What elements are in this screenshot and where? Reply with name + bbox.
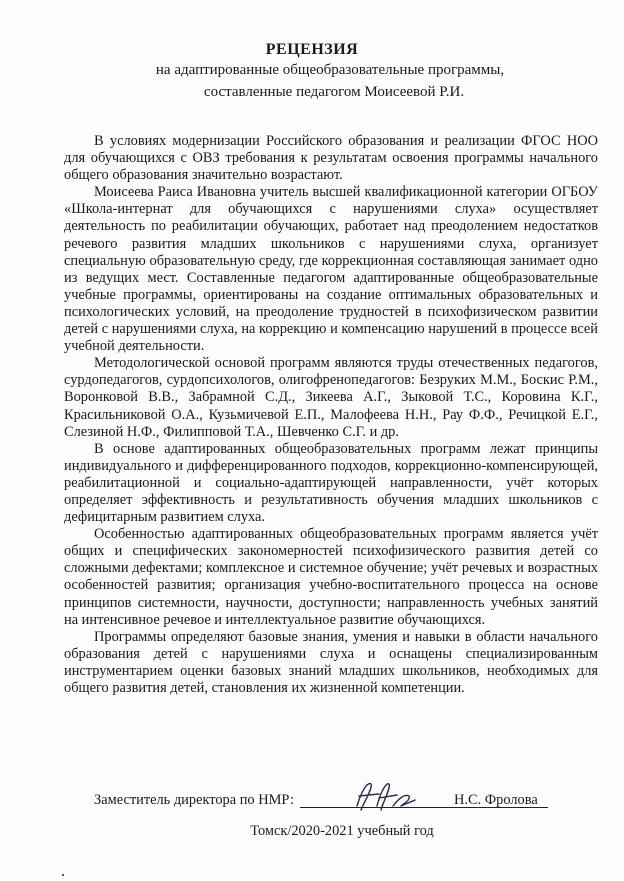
signature-name: Н.С. Фролова (454, 792, 538, 808)
paragraph-principles: В основе адаптированных общеобразовательных программ лежат принципы индивидуального и дифференцированного подходов, коррекционно-компенсирующей, реабилитационной и социально-адаптирующей направленности, учёт которых определяет эффективность и результативность обучения младших школьников с дефицитарным развитием слуха. (64, 440, 598, 526)
paragraph-conclusion: Программы определяют базовые знания, умения и навыки в области начального образования детей с нарушениями слуха и оснащены специализированным инструментарием оценки базовых знаний младших школьников, необходимых для общего развития детей, становления их жизненной компетенции. (64, 628, 598, 696)
handwritten-signature (349, 776, 419, 816)
document-subtitle-line1: на адаптированные общеобразовательные программы, (155, 62, 505, 78)
paragraph-teacher: Моисеева Раиса Ивановна учитель высшей квалификационной категории ОГБОУ «Школа-интернат для обучающихся с нарушениями слуха» осуществляет деятельность по реабилитации обучающих, работает над преодолением недостатков речевого развития младших школьников с нарушениями слуха, организует специальную образовательную среду, где коррекционная составляющая занимает одно из ведущих мест. Составленные педагогом адаптированные общеобразовательные учебные программы, ориентированы на создание оптимальных образовательных и психологических условий, на преодоление трудностей в психофизическом развитии детей с нарушениями слуха, на коррекцию и компенсацию нарушений в процессе всей учебной деятельности. (64, 184, 598, 355)
scan-speck (62, 874, 64, 876)
paragraph-features: Особенностью адаптированных общеобразовательных программ является учёт общих и специфических закономерностей психофизического развития детей со сложными дефектами; комплексное и системное обучение; учёт речевых и возрастных особенностей развития; организация учебно-воспитательного процесса на основе принципов системности, научности, доступности; направленность учебных занятий на интенсивное речевое и интеллектуальное развитие обучающихся. (64, 526, 598, 628)
footer-place-year: Томск/2020-2021 учебный год (250, 823, 434, 839)
document-title: РЕЦЕНЗИЯ (265, 41, 359, 58)
review-body (64, 133, 598, 697)
signature-block (94, 784, 614, 814)
paragraph-methodology: Методологической основой программ являются труды отечественных педагогов, сурдопедагогов, сурдопсихологов, олигофренопедагогов: Безруких М.М., Боскис Р.М., Воронковой В.В., Забрамной С.Д., Зикеева А.Г., Зыковой Т.С., Коровина К.Г., Красильниковой О.А., Кузьмичевой Е.П., Малофеева Н.Н., Рау Ф.Ф., Речицкой Е.Г., Слезиной Н.Ф., Филипповой Т.А., Шевченко С.Г. и др. (64, 355, 598, 440)
signature-label: Заместитель директора по НМР: (94, 792, 294, 808)
paragraph-intro: В условиях модернизации Российского образования и реализации ФГОС НОО для обучающихся с ОВЗ требования к результатам освоения программы начального общего образования значительно возрастают. (64, 133, 598, 184)
document-subtitle-line2: составленные педагогом Моисеевой Р.И. (203, 84, 465, 100)
